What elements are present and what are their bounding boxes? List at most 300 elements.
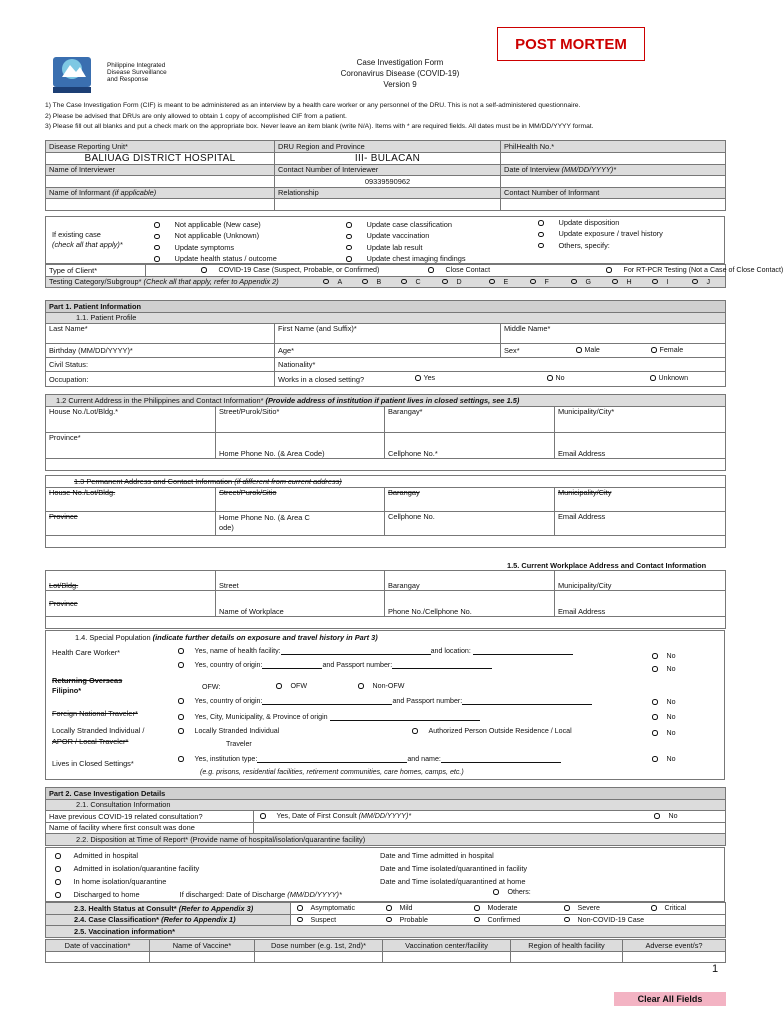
hcw-yes-option[interactable] [178,647,573,655]
health-option[interactable] [651,904,686,912]
fnt-yes-label: Yes, City, Municipality, & Province of origin [194,713,328,721]
vax-col-region: Region of health facility [511,940,623,952]
radio-icon[interactable] [652,279,658,285]
disposition-option[interactable] [55,849,342,862]
classification-option[interactable] [474,916,520,924]
dru-table [45,140,726,211]
health-option[interactable] [386,904,413,912]
testing-option[interactable] [362,278,381,286]
city2-field[interactable]: Municipality/City [555,487,726,511]
health-status-text: 2.3. Health Status at Consult* [74,903,177,913]
informant-contact-label: Contact Number of Informant [501,187,726,199]
informant-note: (if applicable) [112,188,157,198]
apor-option-cont: Traveler [226,740,252,748]
country-yes-option[interactable] [178,661,492,669]
institution-name-line[interactable] [441,755,561,763]
date-interview-text: Date of Interview [504,165,560,175]
ofw-country-option[interactable] [178,697,592,705]
vax-cell[interactable] [255,951,383,963]
vax-cell[interactable] [511,951,623,963]
form-title: Case Investigation Form [356,58,444,67]
date-format-note: (MM/DD/YYYY)* [561,165,617,175]
existing-option[interactable] [538,217,663,228]
age-field[interactable]: Age* [275,344,501,358]
existing-option[interactable] [538,240,663,251]
radio-icon[interactable] [652,699,658,705]
lsi-label-line1: Locally Stranded Individual / [52,726,145,735]
closed-unknown-option[interactable] [650,374,688,382]
testing-option-label: H [626,277,632,286]
classification-option-label: Confirmed [487,915,521,924]
institution-type-line[interactable] [257,755,407,763]
radio-icon[interactable] [612,279,618,285]
permanent-address-title [46,476,726,488]
radio-icon[interactable] [442,279,448,285]
current-address-title [46,395,726,407]
barangay3-field[interactable]: Barangay [385,571,555,591]
hcw-facility-line[interactable] [281,647,431,655]
pidsr-logo [50,55,100,93]
radio-icon[interactable] [154,222,160,228]
health-status-note: (Refer to Appendix 3) [178,903,254,913]
part1-title: Part 1. Patient Information [46,301,726,313]
previous-date-format: (MM/DD/YYYY)* [358,812,412,820]
region-field[interactable]: III- BULACAN [275,152,501,164]
city3-field[interactable]: Municipality/City [555,571,726,591]
radio-icon[interactable] [178,662,184,668]
closed-yes-label: Yes, institution type: [194,755,258,763]
ofw-country-label: Yes, country of origin: [194,697,263,705]
fnt-no-option[interactable] [652,713,676,721]
cellphone2-field[interactable]: Cellphone No. [385,511,555,535]
form-header [200,57,600,90]
special-heading: 1.4. Special Population [75,633,151,642]
house-field[interactable]: House No./Lot/Bldg.* [46,406,216,432]
first-name-field[interactable]: First Name (and Suffix)* [275,324,501,344]
existing-option-label: Not applicable (Unknown) [174,231,260,241]
disposition-label: Admitted in isolation/quarantine facility [73,864,200,873]
radio-icon[interactable] [564,905,570,911]
health-option[interactable] [474,904,517,912]
non-ofw-option-label: Non-OFW [372,682,405,690]
pidsr-logo-icon [50,55,100,93]
fnt-origin-line[interactable] [330,713,480,721]
others-label: Others: [507,888,531,896]
email3-field[interactable]: Email Address [555,591,726,617]
classification-option-label: Probable [399,915,428,924]
vax-cell[interactable] [383,951,511,963]
discharge-label: If discharged: Date of Discharge [179,890,286,899]
informant-text: Name of Informant [49,188,111,198]
radio-icon[interactable] [474,917,480,923]
radio-icon[interactable] [55,879,61,885]
special-title [75,633,378,642]
classification-option[interactable] [386,916,428,924]
previous-yes-option[interactable] [260,812,411,820]
testing-option[interactable] [652,278,668,286]
permanent-address-table [45,475,726,548]
radio-icon[interactable] [346,234,352,240]
vax-cell[interactable] [623,951,726,963]
lot-field[interactable]: Lot/Bldg. [46,571,216,591]
radio-icon[interactable] [571,279,577,285]
hcw-no-option[interactable] [652,652,676,660]
testing-option-label: D [456,277,462,286]
home-phone2-label-cont: ode) [219,523,234,532]
radio-icon[interactable] [564,917,570,923]
existing-option[interactable] [346,253,466,264]
sex-male-label: Male [584,346,600,354]
radio-icon[interactable] [428,267,434,273]
clear-all-fields-button[interactable]: Clear All Fields [614,992,726,1006]
radio-icon[interactable] [178,728,184,734]
part2-table [45,787,726,846]
province3-field[interactable]: Province [46,591,216,617]
previous-consult-label: Have previous COVID-19 related consultation? [46,811,254,823]
relationship-label: Relationship [275,187,501,199]
current-address-note: (Provide address of institution if patient lives in closed settings, see 1.5) [265,395,520,405]
instructions [45,101,745,133]
philhealth-field[interactable] [501,152,726,164]
radio-icon[interactable] [358,683,364,689]
lsi-option[interactable] [178,727,279,735]
interviewer-contact-field[interactable]: 09339590962 [275,176,501,188]
permanent-address-note: (if different from current address) [234,476,342,486]
radio-icon[interactable] [154,245,160,251]
radio-icon[interactable] [55,866,61,872]
radio-icon[interactable] [650,375,656,381]
client-option-case[interactable] [201,266,379,274]
disposition-date-label: Date and Time admitted in hospital [380,851,494,860]
existing-option[interactable] [346,219,466,230]
sex-male-option[interactable] [576,346,600,354]
health-option[interactable] [297,904,355,912]
closed-yes-option[interactable] [178,755,561,763]
radio-icon[interactable] [346,245,352,251]
radio-icon[interactable] [530,279,536,285]
existing-option[interactable] [154,230,277,241]
existing-option[interactable] [154,242,277,253]
org-name [107,62,187,83]
org-line: and Response [107,76,149,83]
testing-option[interactable] [489,278,508,286]
classification-label [46,914,291,926]
street-field[interactable]: Street/Purok/Sitio* [216,406,385,432]
sex-female-label: Female [659,346,684,354]
sex-label: Sex* [504,346,520,355]
home-phone2-field[interactable] [216,511,385,535]
special-note: (indicate further details on exposure and travel history in Part 3) [152,633,378,642]
radio-icon[interactable] [576,347,582,353]
classification-option[interactable] [564,916,644,924]
health-option-label: Critical [664,904,687,912]
radio-icon[interactable] [401,279,407,285]
philhealth-label: PhilHealth No.* [501,141,726,153]
testing-option[interactable] [692,278,710,286]
classification-note: (Refer to Appendix 1) [161,915,236,925]
hcw-location-line[interactable] [473,647,573,655]
disposition-others-option[interactable] [493,888,531,896]
instruction-line: 2) Please be advised that DRUs are only allowed to obtain 1 copy of accomplished CIF from a patient. [45,112,347,120]
apor-option[interactable] [412,727,572,735]
health-option-label: Mild [399,904,413,912]
existing-option-label: Update vaccination [366,231,430,241]
radio-icon[interactable] [260,813,266,819]
radio-icon[interactable] [178,756,184,762]
instruction-line: 3) Please fill out all blanks and put a check mark on the appropriate box. Never leave an item blank (write N/A). Items with * are required fields. All dates must be in MM/DD/YYYY format. [45,123,594,131]
testing-option[interactable] [530,278,549,286]
city-field[interactable]: Municipality/City* [555,406,726,432]
existing-option-label: Update health status / outcome [174,253,277,263]
ofw-passport-line[interactable] [462,697,592,705]
vax-col-name: Name of Vaccine* [150,940,255,952]
part1-table [45,300,726,387]
testing-option[interactable] [401,278,421,286]
radio-icon[interactable] [178,714,184,720]
vax-col-dose: Dose number (e.g. 1st, 2nd)* [255,940,383,952]
date-interview-field[interactable] [501,176,726,188]
existing-option[interactable] [346,242,466,253]
facility-label: Name of facility where first consult was done [46,822,254,834]
passport-line[interactable] [392,661,492,669]
client-type-options [146,265,783,277]
classification-option[interactable] [297,916,336,924]
radio-icon[interactable] [654,813,660,819]
workplace-name-field[interactable]: Name of Workplace [216,591,385,617]
profile-title: 1.1. Patient Profile [46,312,726,324]
ofw-option[interactable] [276,682,307,690]
radio-icon[interactable] [489,279,495,285]
radio-icon[interactable] [201,267,207,273]
testing-option-label: B [376,277,382,286]
hcw-label: Health Care Worker* [52,648,121,657]
testing-option[interactable] [571,278,591,286]
vax-cell[interactable] [46,951,150,963]
street2-field[interactable]: Street/Purok/Sitio [216,487,385,511]
radio-icon[interactable] [154,256,160,262]
radio-icon[interactable] [652,714,658,720]
closed-setting-label: Works in a closed setting? [278,374,365,384]
relationship-field[interactable] [275,199,501,211]
testing-option[interactable] [323,278,342,286]
radio-icon[interactable] [474,905,480,911]
barangay-field[interactable]: Barangay* [385,406,555,432]
informant-field[interactable] [46,199,275,211]
radio-icon[interactable] [154,234,160,240]
ofw-type-label: OFW: [202,683,221,691]
radio-icon[interactable] [55,853,61,859]
spacer-row [46,535,726,547]
radio-icon[interactable] [412,728,418,734]
previous-consult-row [254,811,726,823]
phone3-field[interactable]: Phone No./Cellphone No. [385,591,555,617]
disposition-option[interactable] [55,862,342,875]
province-field[interactable]: Province* [46,432,216,458]
radio-icon[interactable] [538,220,544,226]
existing-option[interactable] [346,230,466,241]
radio-icon[interactable] [386,917,392,923]
testing-option[interactable] [612,278,632,286]
form-subtitle: Coronavirus Disease (COVID-19) [340,69,460,78]
radio-icon[interactable] [538,243,544,249]
permanent-address-heading: 1.3 Permanent Address and Contact Information [74,476,233,486]
radio-icon[interactable] [538,232,544,238]
client-table [45,264,783,288]
closed-name-label: and name: [407,755,441,763]
existing-option-label: Not applicable (New case) [174,220,261,229]
lsi-option-label: Locally Stranded Individual [194,727,280,735]
no-label: No [666,698,676,706]
current-address-table [45,394,726,471]
closed-no-option[interactable] [547,374,565,382]
closed-no-option[interactable] [652,755,676,763]
radio-icon[interactable] [362,279,368,285]
last-name-field[interactable]: Last Name* [46,324,275,344]
part2-title: Part 2. Case Investigation Details [46,788,726,800]
classification-options [291,914,726,926]
sex-female-option[interactable] [651,346,683,354]
radio-icon[interactable] [547,375,553,381]
existing-col3 [538,217,663,251]
radio-icon[interactable] [493,889,499,895]
home-phone-field[interactable]: Home Phone No. (& Area Code) [216,432,385,458]
informant-contact-field[interactable] [501,199,726,211]
status-table [45,902,726,938]
province2-field[interactable]: Province [46,511,216,535]
radio-icon[interactable] [692,279,698,285]
existing-case-text: If existing case [52,230,101,239]
facility-field[interactable] [254,822,726,834]
classification-option-label: Non-COVID-19 Case [577,915,645,924]
house2-field[interactable]: House No./Lot/Bldg. [46,487,216,511]
client-option-rtpcr[interactable] [606,266,783,274]
existing-option[interactable] [154,219,277,230]
form-version: Version 9 [383,80,417,89]
country-line[interactable] [262,661,322,669]
ofw-no-option[interactable] [652,698,676,706]
radio-icon[interactable] [346,222,352,228]
existing-option-label: Update lab result [366,242,423,252]
testing-note: (Check all that apply, refer to Appendix 2) [143,277,279,287]
classification-text: 2.4. Case Classification* [74,915,160,925]
birthday-field[interactable]: Birthday (MM/DD/YYYY)* [46,344,275,358]
radio-icon[interactable] [178,698,184,704]
no-label: No [666,729,676,737]
radio-icon[interactable] [651,905,657,911]
previous-no-option[interactable] [654,812,678,820]
existing-col1 [154,219,277,264]
closed-example: (e.g. prisons, residential facilities, retirement communities, care homes, camps, etc.) [200,768,464,776]
existing-option[interactable] [538,228,663,239]
disposition-option[interactable] [55,888,342,901]
testing-option-label: E [503,277,509,286]
classification-option-label: Suspect [310,915,337,924]
no-label: No [666,665,676,673]
discharge-format: (MM/DD/YYYY)* [287,890,342,899]
radio-icon[interactable] [178,648,184,654]
client-option-contact[interactable] [428,266,490,274]
closed-setting-row [275,372,726,387]
radio-icon[interactable] [652,653,658,659]
radio-icon[interactable] [55,892,61,898]
client-option-label: COVID-19 Case (Suspect, Probable, or Confirmed) [218,266,380,274]
dru-field[interactable]: BALIUAG DISTRICT HOSPITAL [46,152,275,164]
radio-icon[interactable] [276,683,282,689]
nationality-field[interactable]: Nationality* [275,358,726,372]
testing-option-label: I [666,277,669,286]
closed-settings-label: Lives in Closed Settings* [52,759,134,768]
radio-icon[interactable] [652,756,658,762]
email-field[interactable]: Email Address [555,432,726,458]
disposition-label: In home isolation/quarantine [73,877,167,886]
civil-status-field[interactable]: Civil Status: [46,358,275,372]
cellphone-field[interactable]: Cellphone No.* [385,432,555,458]
testing-option-label: A [337,277,343,286]
radio-icon[interactable] [323,279,329,285]
health-option-label: Moderate [487,904,518,912]
barangay2-field[interactable]: Barangay [385,487,555,511]
non-ofw-option[interactable] [358,682,404,690]
street3-field[interactable]: Street [216,571,385,591]
existing-option[interactable] [154,253,277,264]
radio-icon[interactable] [606,267,612,273]
radio-icon[interactable] [297,917,303,923]
interviewer-field[interactable] [46,176,275,188]
sex-field [501,344,726,358]
existing-option-label: Update case classification [366,220,452,229]
vaccination-table [45,939,726,963]
testing-option-label: G [585,277,592,286]
vax-col-center: Vaccination center/facility [383,940,511,952]
ofw-label [52,676,122,696]
radio-icon[interactable] [386,905,392,911]
health-option-label: Severe [577,904,600,912]
health-option-label: Asymptomatic [310,904,356,912]
radio-icon[interactable] [346,256,352,262]
radio-icon[interactable] [652,666,658,672]
lsi-no-option[interactable] [652,729,676,737]
closed-yes-option[interactable] [415,374,435,382]
home-phone2-label: Home Phone No. (& Area C [219,513,310,522]
ofw-label-line1: Returning Overseas [52,676,123,685]
occupation-field[interactable]: Occupation: [46,372,275,387]
email2-field[interactable]: Email Address [555,511,726,535]
spacer-row [46,617,726,629]
hcw-location-label: and location: [430,647,471,655]
ofw-country-line[interactable] [262,697,392,705]
interviewer-label: Name of Interviewer [46,164,275,176]
testing-option-label: F [544,277,549,286]
disposition-option[interactable] [55,875,342,888]
existing-case-note: (check all that apply)* [52,240,123,249]
radio-icon[interactable] [652,730,658,736]
disposition-label: Admitted in hospital [73,851,138,860]
testing-option[interactable] [442,278,462,286]
workplace-title: 1.5. Current Workplace Address and Contact Information [507,561,707,570]
radio-icon[interactable] [651,347,657,353]
radio-icon[interactable] [297,905,303,911]
instruction-line: 1) The Case Investigation Form (CIF) is meant to be administered as an interview by a health care worker or any personnel of the DRU. This is not a self-administered questionnaire. [45,102,581,109]
fnt-yes-option[interactable] [178,713,480,721]
health-option[interactable] [564,904,600,912]
country-no-option[interactable] [652,665,676,673]
closed-unknown-label: Unknown [658,374,689,382]
spacer-row [46,458,726,470]
vax-cell[interactable] [150,951,255,963]
radio-icon[interactable] [415,375,421,381]
middle-name-field[interactable]: Middle Name* [501,324,726,344]
disposition-label: Discharged to home [73,890,140,899]
